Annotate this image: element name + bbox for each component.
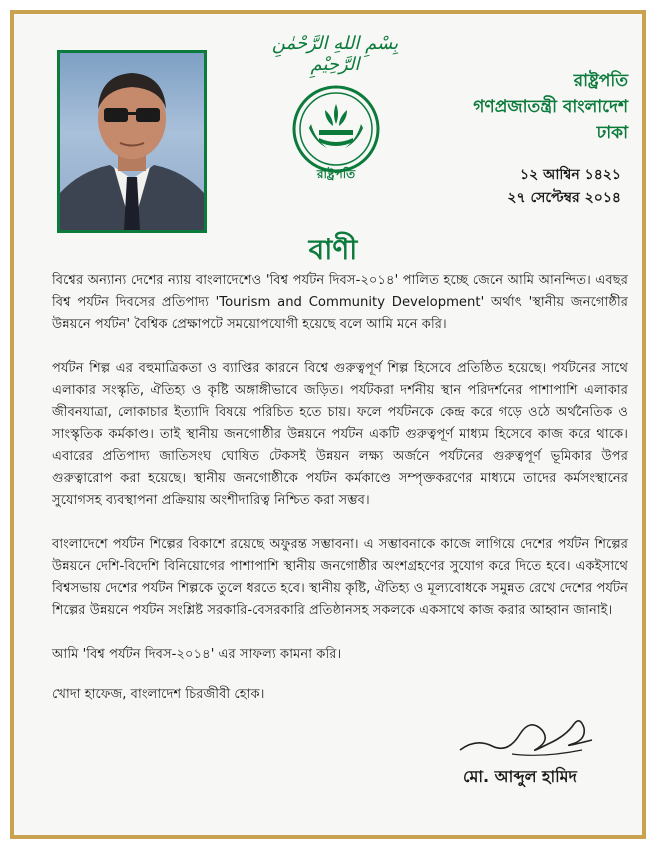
seal-caption: রাষ্ট্রপতি [316, 167, 356, 181]
message-heading: বাণী [308, 233, 358, 266]
paragraph-1: বিশ্বের অন্যান্য দেশের ন্যায় বাংলাদেশেও 'বিশ্ব পর্যটন দিবস-২০১৪' পালিত হচ্ছে জেনে আমি আনন্দিত। এবছর বিশ্ব পর্যটন দিবসের প্রতিপাদ্য 'Tourism and Community Development' অর্থাৎ 'স্থানীয় জনগোষ্ঠীর উন্নয়নে পর্যটন' বৈশ্বিক প্রেক্ষাপটে সময়োপযোগী হয়েছে বলে আমি মনে করি। [52, 273, 628, 332]
portrait-photo [57, 50, 207, 233]
signer-name: মো. আব্দুল হামিদ [463, 767, 577, 786]
bismillah-calligraphy: بِسْمِ اللهِ الرَّحْمٰنِ الرَّحِيْمِ [271, 33, 399, 75]
paragraph-4: আমি 'বিশ্ব পর্যটন দিবস-২০১৪' এর সাফল্য কামনা করি। [52, 647, 342, 662]
country-name: গণপ্রজাতন্ত্রী বাংলাদেশ [473, 97, 628, 117]
office-block [473, 68, 628, 146]
paragraph-3: বাংলাদেশে পর্যটন শিল্পের বিকাশে রয়েছে অফুরন্ত সম্ভাবনা। এ সম্ভাবনাকে কাজে লাগিয়ে দেশের পর্যটন শিল্পের উন্নয়নে দেশি-বিদেশি বিনিয়োগের পাশাপাশি স্থানীয় জনগোষ্ঠীর অংশগ্রহণের সুযোগ করে দিতে হবে। একইসাথে বিশ্বসভায় দেশের পর্যটন শিল্পকে তুলে ধরতে হবে। স্থানীয় কৃষ্টি, ঐতিহ্য ও মূল্যবোধকে সমুন্নত রেখে দেশের পর্যটন শিল্পের উন্নয়নে পর্যটন সংশ্লিষ্ট সরকারি-বেসরকারি প্রতিষ্ঠানসহ সকলকে একসাথে কাজ করার আহ্বান জানাই। [52, 537, 628, 618]
date-gregorian: ২৭ সেপ্টেম্বর ২০১৪ [507, 190, 621, 206]
message-body [52, 270, 628, 728]
signature [452, 710, 602, 760]
paragraph-2: পর্যটন শিল্প এর বহুমাত্রিকতা ও ব্যাপ্তির কারনে বিশ্বে গুরুত্বপূর্ণ শিল্প হিসেবে প্রতিষ্ঠিত হয়েছে। পর্যটনের সাথে এলাকার সংস্কৃতি, ঐতিহ্য ও কৃষ্টি অঙ্গাঙ্গীভাবে জড়িত। পর্যটকরা দর্শনীয় স্থান পরিদর্শনের পাশাপাশি এলাকার জীবনযাত্রা, লোকাচার ইত্যাদি বিষয়ে পরিচিত হতে চায়। ফলে পর্যটনকে কেন্দ্র করে গড়ে ওঠে অর্থনৈতিক ও সাংস্কৃতিক কর্মকাণ্ড। তাই স্থানীয় জনগোষ্ঠীর উন্নয়নে পর্যটন একটি গুরুত্বপূর্ণ মাধ্যম হিসেবে কাজ করে থাকে। এবারের প্রতিপাদ্য জাতিসংঘ ঘোষিত টেকসই উন্নয়ন লক্ষ্য অর্জনে পর্যটনের গুরুত্বপূর্ণ ভূমিকার উপর গুরুত্বারোপ করা হয়েছে। স্থানীয় জনগোষ্ঠীকে পর্যটন কর্মকাণ্ডে সম্পৃক্তকরণের মাধ্যমে তাদের কর্মসংস্থানের সুযোগসহ ব্যবস্থাপনা প্রক্রিয়ায় অংশীদারিত্ব নিশ্চিত করা সম্ভব। [52, 361, 628, 508]
city-name: ঢাকা [596, 123, 628, 143]
office-title: রাষ্ট্রপতি [573, 71, 628, 91]
closing-line: খোদা হাফেজ, বাংলাদেশ চিরজীবী হোক। [52, 687, 265, 702]
national-emblem-seal-icon [289, 84, 383, 184]
date-block [507, 164, 621, 210]
date-bangla: ১২ আশ্বিন ১৪২১ [520, 167, 621, 183]
